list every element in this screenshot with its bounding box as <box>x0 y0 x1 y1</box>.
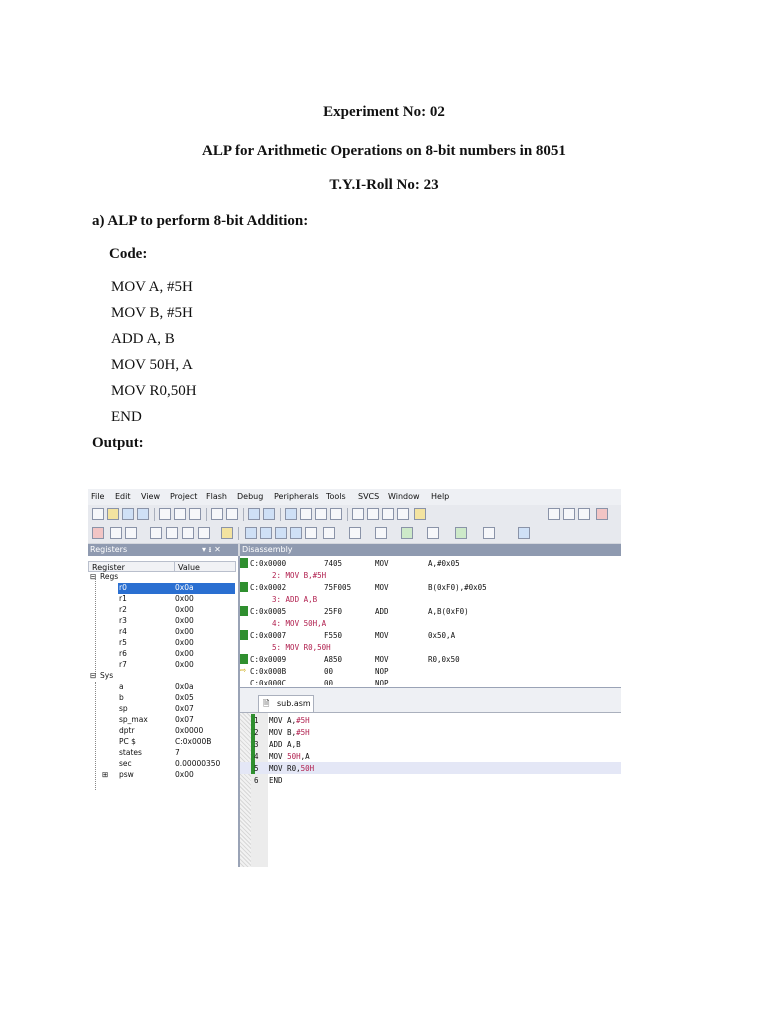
register-name: r7 <box>119 660 127 669</box>
line-number: 4 <box>254 752 259 761</box>
navigate-forward-icon[interactable] <box>263 508 275 520</box>
operands: B(0xF0),#0x05 <box>428 583 487 592</box>
registers-window-icon[interactable] <box>290 527 302 539</box>
registers-panel-header <box>88 544 238 556</box>
group-label: Regs <box>100 572 119 581</box>
address: C:0x000C <box>250 679 287 685</box>
code-text: MOV B,#5H <box>269 728 310 737</box>
code-text: MOV 50H,A <box>269 752 310 761</box>
roll-number: T.Y.I-Roll No: 23 <box>329 177 439 193</box>
register-row[interactable] <box>88 660 236 671</box>
code-line: ADD A, B <box>111 331 175 347</box>
line-number: 2 <box>254 728 259 737</box>
code-line: MOV 50H, A <box>111 357 193 373</box>
toolbar-separator <box>347 508 348 521</box>
menu-view[interactable]: View <box>141 492 160 501</box>
trace-window-icon[interactable] <box>427 527 439 539</box>
code-line: MOV B, #5H <box>111 305 193 321</box>
register-row[interactable] <box>88 583 236 594</box>
expand-icon[interactable]: ⊞ <box>102 770 109 779</box>
register-name: states <box>119 748 142 757</box>
call-stack-icon[interactable] <box>305 527 317 539</box>
redo-icon[interactable] <box>226 508 238 520</box>
run-to-cursor-icon[interactable] <box>198 527 210 539</box>
opcode-bytes: F550 <box>324 631 343 640</box>
register-value[interactable]: 0x0a <box>175 583 194 592</box>
debug-session-icon[interactable] <box>596 508 608 520</box>
source-line[interactable] <box>240 738 621 750</box>
register-name: r3 <box>119 616 127 625</box>
register-row[interactable] <box>88 759 236 770</box>
bookmark-icon[interactable] <box>285 508 297 520</box>
address: C:0x0007 <box>250 631 287 640</box>
undo-icon[interactable] <box>211 508 223 520</box>
register-row[interactable] <box>88 693 236 704</box>
register-column-label: Register <box>92 563 125 572</box>
menu-bar <box>88 489 621 505</box>
new-file-icon[interactable] <box>92 508 104 520</box>
line-number: 1 <box>254 716 259 725</box>
register-name: b <box>119 693 124 702</box>
collapse-icon[interactable]: ⊟ <box>90 671 97 680</box>
analysis-window-icon[interactable] <box>401 527 413 539</box>
system-viewer-icon[interactable] <box>455 527 467 539</box>
source-line[interactable] <box>240 726 621 738</box>
register-value[interactable]: C:0x000B <box>175 737 212 746</box>
address: C:0x0005 <box>250 607 287 616</box>
source-line-row[interactable] <box>240 569 621 581</box>
address: C:0x0000 <box>250 559 287 568</box>
value-column-label: Value <box>178 563 200 572</box>
symbols-window-icon[interactable] <box>275 527 287 539</box>
mnemonic: MOV <box>375 583 389 592</box>
register-value[interactable]: 0.00000350 <box>175 759 221 768</box>
register-row[interactable] <box>88 726 236 737</box>
section-heading: a) ALP to perform 8-bit Addition: <box>92 213 309 229</box>
register-row[interactable] <box>88 704 236 715</box>
menu-debug[interactable]: Debug <box>237 492 264 501</box>
register-name: dptr <box>119 726 135 735</box>
register-name: r1 <box>119 594 127 603</box>
opcode-bytes: A850 <box>324 655 343 664</box>
mnemonic: NOP <box>375 667 389 676</box>
group-label: Sys <box>100 671 114 680</box>
register-name: r4 <box>119 627 127 636</box>
opcode-bytes: 75F005 <box>324 583 352 592</box>
asm-file-icon: 🗎 <box>263 699 270 708</box>
menu-file[interactable]: File <box>91 492 105 501</box>
register-name: sec <box>119 759 132 768</box>
line-number: 5 <box>254 764 259 773</box>
experiment-subtitle: ALP for Arithmetic Operations on 8-bit numbers in 8051 <box>202 143 566 159</box>
register-value[interactable]: 0x00 <box>175 616 194 625</box>
menu-help[interactable]: Help <box>431 492 450 501</box>
navigate-back-icon[interactable] <box>248 508 260 520</box>
source-line: 3: ADD A,B <box>272 595 318 604</box>
register-name: PC $ <box>119 737 136 746</box>
register-row[interactable] <box>88 627 236 638</box>
toolbar-separator <box>238 527 239 540</box>
register-name: psw <box>119 770 134 779</box>
file-toolbar <box>88 505 621 524</box>
open-folder-icon[interactable] <box>107 508 119 520</box>
executed-marker <box>240 558 248 568</box>
step-out-icon[interactable] <box>182 527 194 539</box>
disassembly-row[interactable] <box>240 653 621 665</box>
watch-window-icon[interactable] <box>323 527 335 539</box>
register-value[interactable]: 0x00 <box>175 770 194 779</box>
debug-settings-icon[interactable] <box>518 527 530 539</box>
next-bookmark-icon[interactable] <box>315 508 327 520</box>
value-column-header[interactable] <box>174 561 236 572</box>
mnemonic: ADD <box>375 607 389 616</box>
disassembly-panel-title: Disassembly <box>242 545 293 554</box>
executed-marker <box>240 582 248 592</box>
output-label: Output: <box>92 435 144 451</box>
register-row[interactable] <box>88 594 236 605</box>
register-name: sp_max <box>119 715 148 724</box>
disassembly-row-current[interactable] <box>240 665 621 677</box>
target-dropdown-icon[interactable] <box>548 508 560 520</box>
tab-label: sub.asm <box>277 699 311 708</box>
register-name: sp <box>119 704 128 713</box>
tab-sub-asm[interactable] <box>258 695 314 712</box>
disassembly-row[interactable] <box>240 677 621 685</box>
register-value[interactable]: 0x00 <box>175 605 194 614</box>
menu-tools[interactable]: Tools <box>326 492 346 501</box>
serial-window-icon[interactable] <box>375 527 387 539</box>
code-line: MOV A, #5H <box>111 279 193 295</box>
register-row[interactable] <box>88 737 236 748</box>
code-text: ADD A,B <box>269 740 301 749</box>
comment-icon[interactable] <box>382 508 394 520</box>
executed-marker <box>240 654 248 664</box>
paste-icon[interactable] <box>189 508 201 520</box>
editor-tab-strip <box>240 688 621 713</box>
line-number: 3 <box>254 740 259 749</box>
register-value[interactable]: 0x00 <box>175 638 194 647</box>
register-value[interactable]: 0x00 <box>175 594 194 603</box>
opcode-bytes: 7405 <box>324 559 343 568</box>
opcode-bytes: 00 <box>324 667 334 676</box>
disassembly-panel-header <box>240 544 621 556</box>
register-row[interactable] <box>88 748 236 759</box>
source-editor <box>240 687 621 867</box>
panel-pin-close-icon[interactable]: ▾ ᵻ ✕ <box>202 545 221 554</box>
menu-flash[interactable]: Flash <box>206 492 227 501</box>
register-value[interactable]: 0x0000 <box>175 726 204 735</box>
stop-icon[interactable] <box>125 527 137 539</box>
source-line[interactable] <box>240 774 621 786</box>
register-row[interactable] <box>88 682 236 693</box>
memory-window-icon[interactable] <box>349 527 361 539</box>
executed-marker <box>240 606 248 616</box>
unindent-icon[interactable] <box>367 508 379 520</box>
register-value[interactable]: 0x00 <box>175 627 194 636</box>
source-line-row[interactable] <box>240 641 621 653</box>
cut-icon[interactable] <box>159 508 171 520</box>
disassembly-window-icon[interactable] <box>260 527 272 539</box>
register-name: r0 <box>119 583 127 592</box>
register-name: r5 <box>119 638 127 647</box>
step-into-icon[interactable] <box>150 527 162 539</box>
opcode-bytes: 00 <box>324 679 334 685</box>
register-value[interactable]: 0x07 <box>175 715 194 724</box>
collapse-icon[interactable]: ⊟ <box>90 572 97 581</box>
code-line: MOV R0,50H <box>111 383 197 399</box>
source-line-row[interactable] <box>240 593 621 605</box>
show-next-statement-icon[interactable] <box>221 527 233 539</box>
register-name: r2 <box>119 605 127 614</box>
registers-panel <box>88 556 240 867</box>
register-value[interactable]: 0x00 <box>175 649 194 658</box>
register-row[interactable] <box>88 605 236 616</box>
register-row[interactable] <box>88 638 236 649</box>
code-text: MOV R0,50H <box>269 764 315 773</box>
clear-bookmarks-icon[interactable] <box>330 508 342 520</box>
code-text: END <box>269 776 283 785</box>
find-in-files-icon[interactable] <box>414 508 426 520</box>
menu-peripherals[interactable]: Peripherals <box>274 492 319 501</box>
address: C:0x0002 <box>250 583 287 592</box>
source-line[interactable] <box>240 714 621 726</box>
operands: A,#0x05 <box>428 559 460 568</box>
operands: A,B(0xF0) <box>428 607 469 616</box>
register-value[interactable]: 0x00 <box>175 660 194 669</box>
register-name: a <box>119 682 124 691</box>
sys-group-row[interactable] <box>88 671 236 682</box>
step-over-icon[interactable] <box>166 527 178 539</box>
menu-svcs[interactable]: SVCS <box>358 492 380 501</box>
experiment-title: Experiment No: 02 <box>323 104 445 120</box>
register-row[interactable] <box>88 649 236 660</box>
debug-toolbar <box>88 524 621 543</box>
source-line[interactable] <box>240 750 621 762</box>
save-all-icon[interactable] <box>137 508 149 520</box>
opcode-bytes: 25F0 <box>324 607 343 616</box>
code-text: MOV A,#5H <box>269 716 310 725</box>
register-row[interactable] <box>88 770 236 781</box>
mnemonic: MOV <box>375 631 389 640</box>
save-icon[interactable] <box>122 508 134 520</box>
prev-bookmark-icon[interactable] <box>300 508 312 520</box>
disassembly-panel <box>240 556 621 687</box>
line-number: 6 <box>254 776 259 785</box>
regs-group-row[interactable] <box>88 572 236 583</box>
source-line: 5: MOV R0,50H <box>272 643 331 652</box>
reset-icon[interactable] <box>92 527 104 539</box>
register-value[interactable]: 0x0a <box>175 682 194 691</box>
address: C:0x0009 <box>250 655 287 664</box>
current-pc-arrow-icon: ⇨ <box>240 665 247 676</box>
command-window-icon[interactable] <box>245 527 257 539</box>
register-value[interactable]: 0x07 <box>175 704 194 713</box>
menu-edit[interactable]: Edit <box>115 492 131 501</box>
register-value[interactable]: 0x05 <box>175 693 194 702</box>
mnemonic: MOV <box>375 559 389 568</box>
menu-project[interactable]: Project <box>170 492 198 501</box>
menu-window[interactable]: Window <box>388 492 420 501</box>
operands: 0x50,A <box>428 631 456 640</box>
toolbar-separator <box>154 508 155 521</box>
options-icon[interactable] <box>563 508 575 520</box>
toolbar-separator <box>243 508 244 521</box>
run-icon[interactable] <box>110 527 122 539</box>
register-column-header[interactable] <box>88 561 175 572</box>
uncomment-icon[interactable] <box>397 508 409 520</box>
operands: R0,0x50 <box>428 655 460 664</box>
disassembly-row[interactable] <box>240 557 621 569</box>
toolbar-separator <box>280 508 281 521</box>
copy-icon[interactable] <box>174 508 186 520</box>
ide-screenshot <box>88 489 621 867</box>
register-row[interactable] <box>88 616 236 627</box>
address: C:0x000B <box>250 667 287 676</box>
source-line-row[interactable] <box>240 617 621 629</box>
disassembly-row[interactable] <box>240 605 621 617</box>
manage-icon[interactable] <box>578 508 590 520</box>
source-line: 4: MOV 50H,A <box>272 619 327 628</box>
indent-icon[interactable] <box>352 508 364 520</box>
toolbox-icon[interactable] <box>483 527 495 539</box>
registers-panel-title: Registers <box>90 545 128 554</box>
mnemonic: NOP <box>375 679 389 685</box>
disassembly-row[interactable] <box>240 629 621 641</box>
register-value[interactable]: 7 <box>175 748 180 757</box>
source-line: 2: MOV B,#5H <box>272 571 327 580</box>
code-line: END <box>111 409 142 425</box>
disassembly-row[interactable] <box>240 581 621 593</box>
mnemonic: MOV <box>375 655 389 664</box>
source-line-current[interactable] <box>240 762 621 774</box>
register-name: r6 <box>119 649 127 658</box>
toolbar-separator <box>206 508 207 521</box>
code-label: Code: <box>109 246 148 262</box>
executed-marker <box>240 630 248 640</box>
register-row[interactable] <box>88 715 236 726</box>
